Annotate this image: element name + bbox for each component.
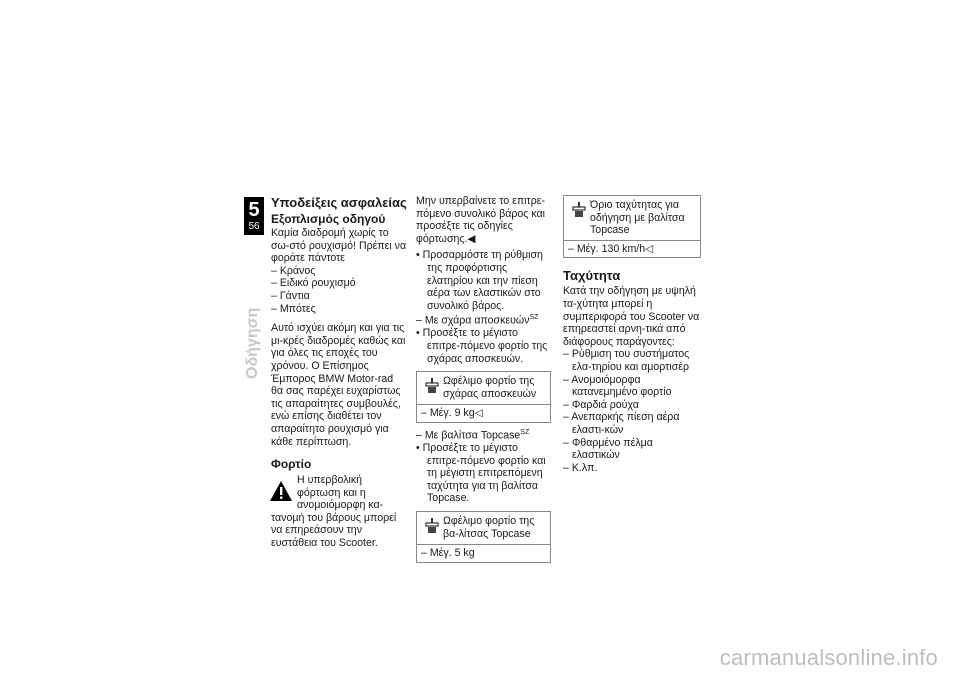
column-3 (563, 195, 701, 474)
spec-box-topcase (416, 511, 551, 563)
list-item: – Ειδικό ρουχισμό (271, 277, 356, 290)
chapter-number: 5 (248, 199, 260, 221)
list-item: – Ρύθμιση του συστήματος ελα-τηρίου και αμορτισέρ (563, 348, 690, 373)
spec-value: – Μέγ. 5 kg (417, 544, 550, 562)
list-item: – Κράνος (271, 264, 316, 277)
section-heading-load: Φορτίο (271, 457, 312, 472)
spec-label: Ωφέλιμο φορτίο της σχάρας αποσκευών (443, 375, 537, 400)
weight-icon (572, 202, 586, 218)
load-intro: Μην υπερβαίνετε το επιτρε-πόμενο συνολικό βάρος και προσέξτε τις οδηγίες φόρτωσης.◀ (416, 195, 545, 245)
speed-intro: Κατά την οδήγηση με υψηλή τα-χύτητα μπορεί η συμπεριφορά του Scooter να επηρεαστεί αρνη-τικά από διάφορους παράγοντες: (563, 285, 700, 348)
page-number: 56 (248, 221, 260, 232)
watermark: carmanualsonline.info (719, 645, 938, 670)
list-item: – Ανεπαρκής πίεση αέρα ελαστι-κών (563, 411, 680, 436)
equipment-paragraph: Αυτό ισχύει ακόμη και για τις μι-κρές διαδρομές καθώς και για όλες τις εποχές του χρόνου. Ο Επίσημος Έμπορος BMW Motor-rad θα σας παρέχει ευχαρίστως τις απαραίτητες συμβουλές, ενώ επίσης διαθέτει τον απαραίτητο ρουχισμό για κάθε περίπτωση. (271, 322, 406, 448)
bullet-item: • Προσαρμόστε τη ρύθμιση της προφόρτισης ελατηρίου και την πίεση αέρα των ελαστικών στο συνολικό βάρος. (416, 249, 543, 312)
list-item: – Μπότες (271, 302, 316, 315)
spec-value: – Μέγ. 9 kg◁ (417, 404, 550, 422)
list-item: – Γάντια (271, 289, 310, 302)
warning-triangle-icon (269, 480, 293, 502)
list-item: – Με σχάρα αποσκευών$^{SZ}$ (416, 314, 539, 327)
warning-block (271, 474, 407, 550)
column-1 (271, 195, 407, 550)
sz-superscript: SZ (520, 428, 530, 436)
spec-box-speed-limit (563, 195, 701, 258)
column-2 (416, 195, 551, 567)
bullet-item: • Προσέξτε το μέγιστο επιτρε-πόμενο φορτίο της σχάρας αποσκευών. (416, 327, 548, 365)
warning-text: Η υπερβολική φόρτωση και η ανομοιόμορφη κα-τανομή του βάρους μπορεί να επηρεάσουν την ευστάθεια του Scooter. (271, 474, 397, 550)
list-item: – Φθαρμένο πέλμα ελαστικών (563, 436, 653, 462)
page-title: Υποδείξεις ασφαλείας (271, 195, 407, 210)
bullet-item: • Προσέξτε το μέγιστο επιτρε-πόμενο φορτίο και τη μέγιστη επιτρεπόμενη ταχύτητα για τη βαλίτσα Topcase. (416, 441, 546, 505)
sz-superscript: SZ (529, 314, 539, 322)
spec-box-luggage-rack (416, 371, 551, 423)
section-heading-speed: Ταχύτητα (563, 268, 621, 284)
weight-icon (425, 518, 439, 534)
spec-value: – Μέγ. 130 km/h◁ (564, 240, 700, 258)
list-item: – Κ.λπ. (563, 461, 598, 474)
list-item: – Με βαλίτσα Topcase$^{SZ}$ (416, 428, 530, 442)
section-heading-equipment: Εξοπλισμός οδηγού (271, 212, 386, 226)
spec-label: Ωφέλιμο φορτίο της βα-λίτσας Topcase (443, 514, 535, 540)
equipment-intro: Καμία διαδρομή χωρίς το σω-στό ρουχισμό! Πρέπει να φοράτε πάντοτε (271, 227, 407, 265)
chapter-tab (244, 197, 264, 235)
side-label-text: Οδήγηση (244, 307, 261, 379)
list-item: – Φαρδιά ρούχα (563, 398, 639, 411)
weight-icon (425, 378, 439, 394)
list-item: – Ανομοιόμορφα κατανεμημένο φορτίο (563, 373, 672, 399)
spec-label: Όριο ταχύτητας για οδήγηση με βαλίτσα Topcase (590, 199, 685, 237)
